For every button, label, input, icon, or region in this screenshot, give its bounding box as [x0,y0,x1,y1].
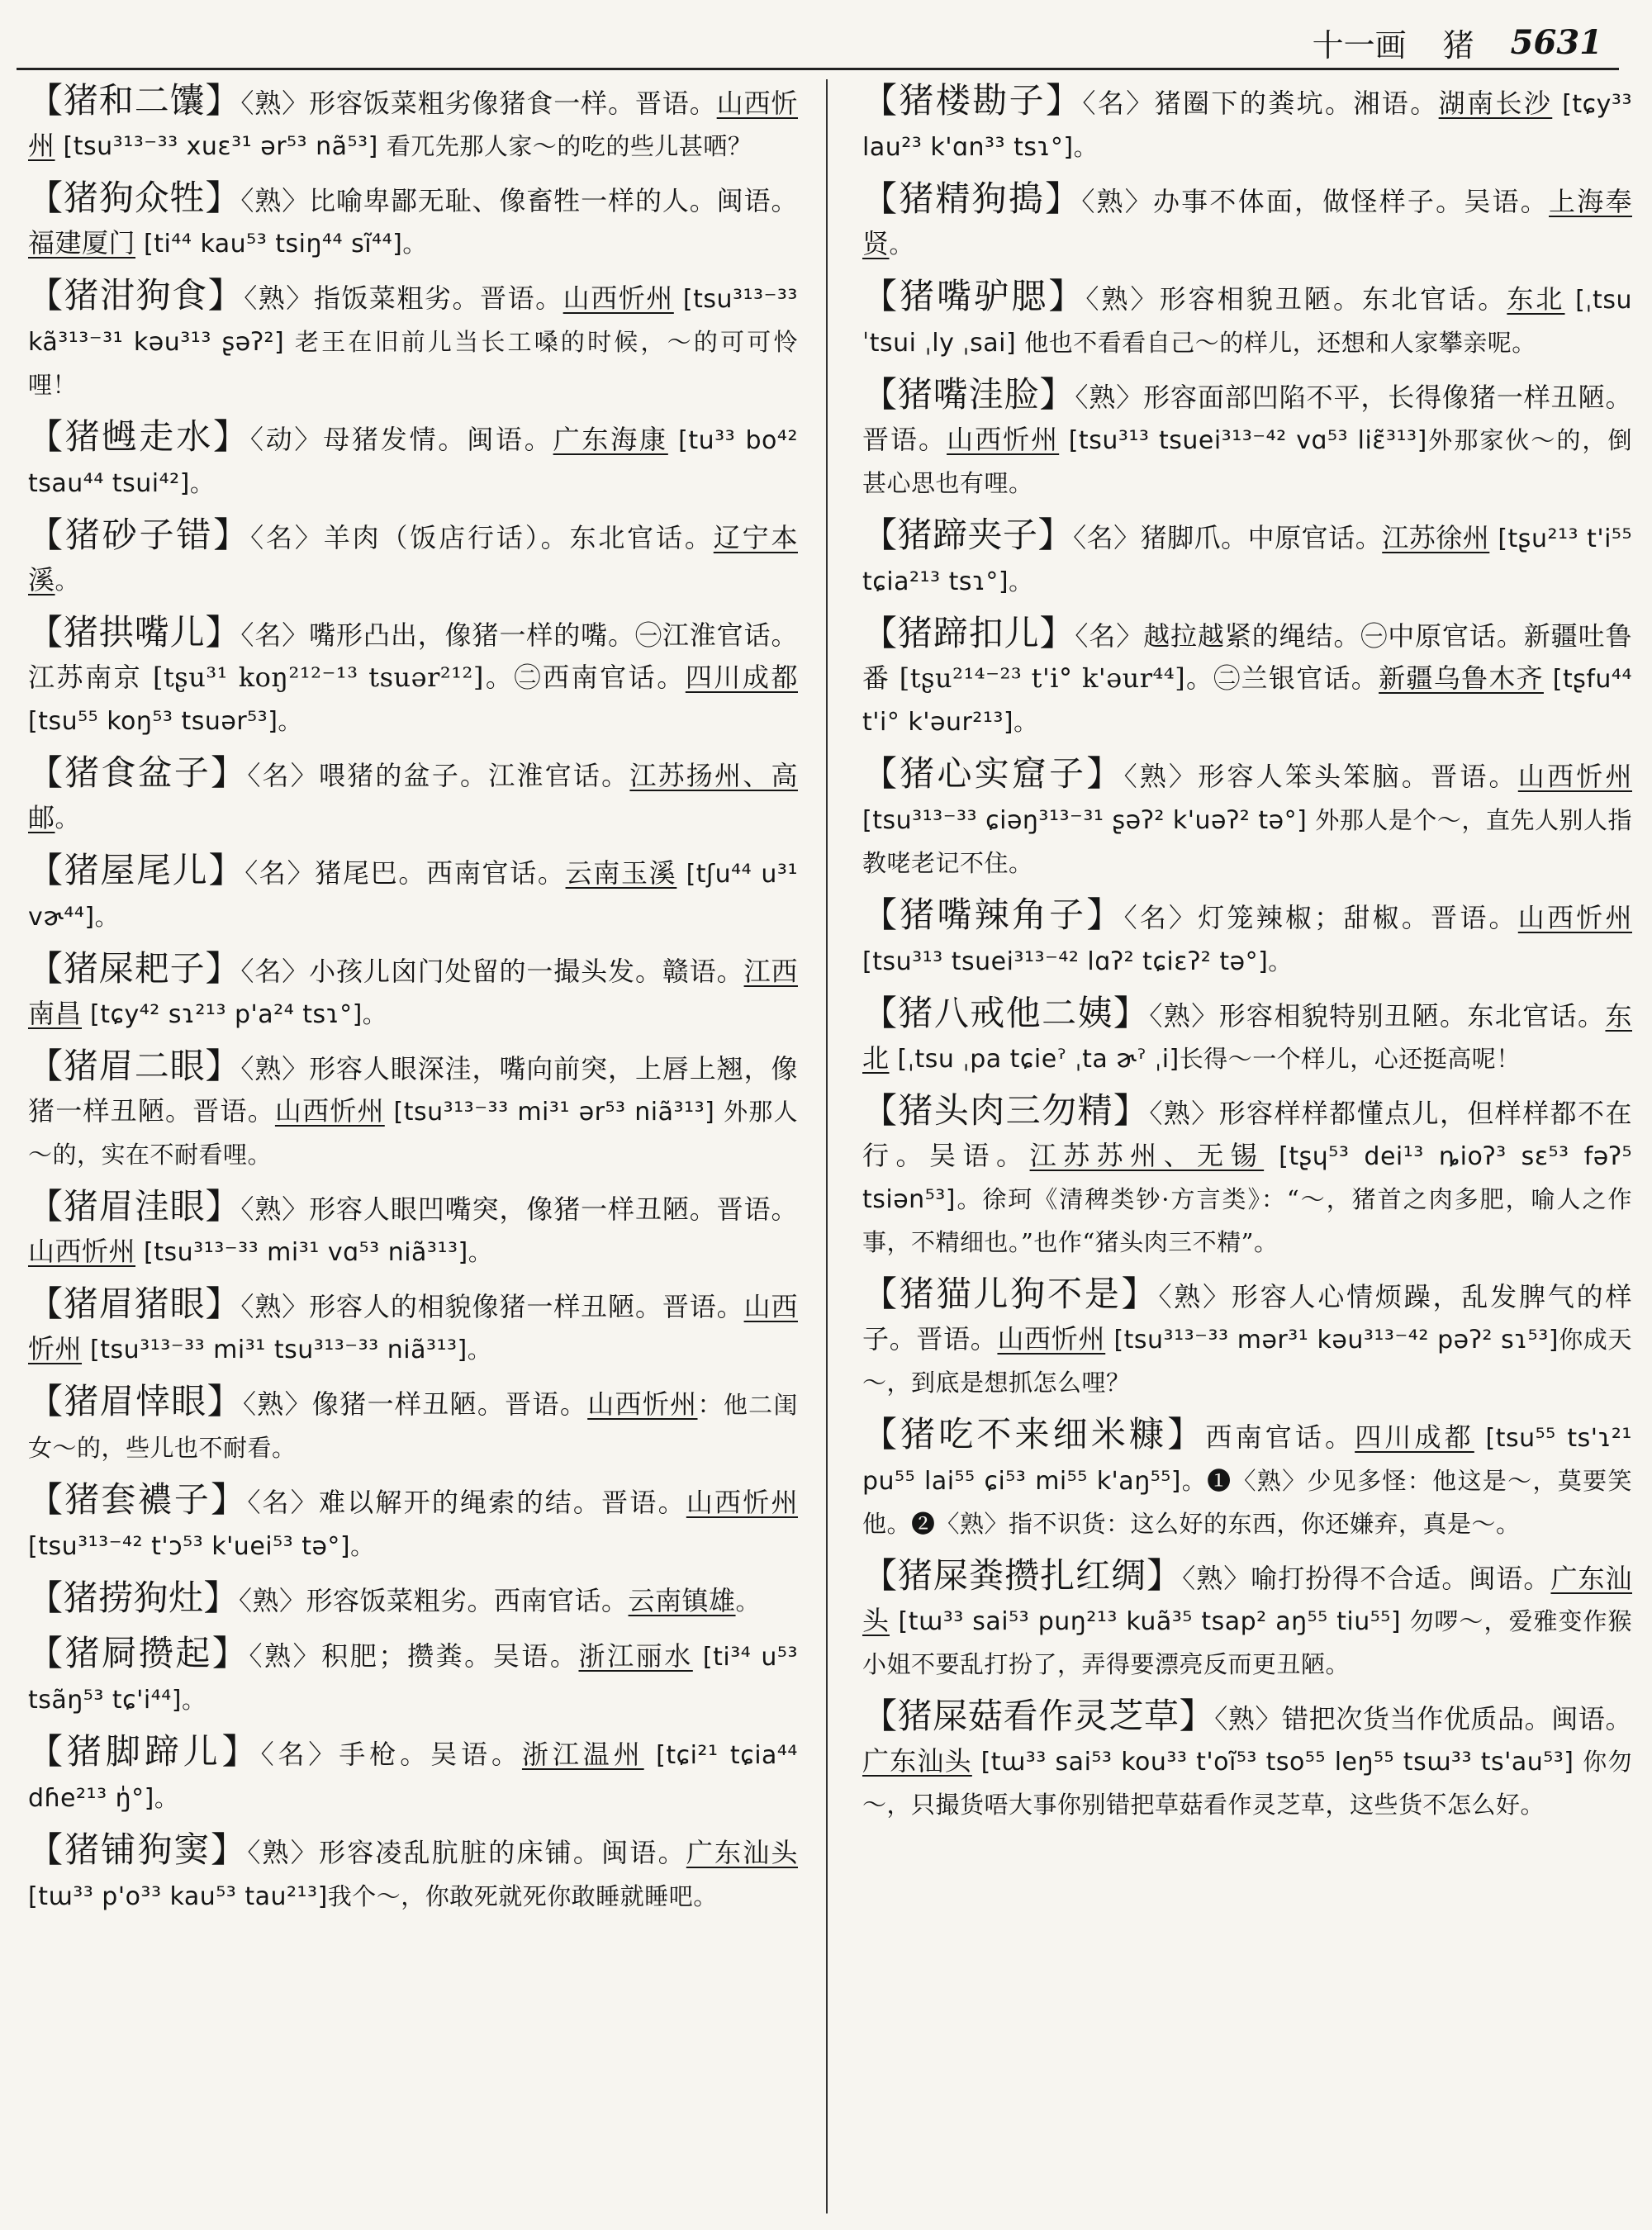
pronunciation: [tʂfu⁴⁴ t'i° k'əur²¹³] [862,665,1632,737]
pronunciation: [tʂɥ⁵³ dei¹³ ȵioʔ³ sɛ⁵³ fəʔ⁵ tsiən⁵³] [862,1142,1632,1214]
pronunciation: [tsu³¹³⁻³³ mər³¹ kəu³¹³⁻⁴² pəʔ² sɿ⁵³] [1105,1326,1559,1355]
definition: 〈熟〉像猪一样丑陋。晋语。 [242,1388,588,1420]
definition: 〈名〉灯笼辣椒；甜椒。晋语。 [1123,902,1518,933]
entry [28,1478,798,1568]
example: 。 [278,707,302,735]
example: 。 [889,230,914,259]
location: 江苏徐州 [1382,522,1490,553]
pronunciation: [tu³³ bo⁴² tsau⁴⁴ tsui⁴²] [28,426,798,498]
pronunciation: [tsu³¹³⁻³³ mi³¹ vɑ⁵³ niã³¹³] [135,1238,468,1267]
location: 山西忻州 [1517,902,1632,933]
definition: 西南官话。 [1205,1421,1355,1453]
definition: 〈名〉猪尾巴。西南官话。 [244,857,566,889]
location: 广东汕头 [686,1837,798,1868]
entry [28,752,798,840]
entry [28,79,798,168]
headword: 【猪精狗搗】 [862,178,1082,219]
headword: 【猪屎菇看作灵芝草】 [862,1696,1215,1736]
location: 四川成都 [1355,1421,1474,1453]
pronunciation: [tɯ³³ sai⁵³ kou³³ t'oĩ⁵³ tso⁵⁵ leŋ⁵⁵ tsɯ³³ ts'au⁵³] [971,1748,1583,1777]
definition: 〈熟〉形容饭菜粗劣像猪食一样。晋语。 [240,88,717,119]
headword: 【猪屋尾儿】 [28,850,245,890]
definition: 〈熟〉喻打扮得不合适。闽语。 [1182,1563,1551,1594]
location: 四川成都 [685,662,798,693]
example: 他也不看看自己～的样儿，还想和人家攀亲呢。 [1024,329,1536,357]
headword: 【猪屎粪攒扎红绸】 [862,1555,1183,1596]
entry [862,79,1632,168]
page-number: 5631 [1510,22,1602,62]
example: 长得～一个样儿，心还挺高呢！ [1179,1045,1521,1073]
location: 浙江丽水 [578,1640,693,1672]
left-column [28,79,798,2218]
example: 。 [350,1532,375,1560]
definition: 〈熟〉形容人眼凹嘴突，像猪一样丑陋。晋语。 [240,1193,798,1225]
example: 。 [402,230,427,258]
example: 。 [94,903,120,931]
pronunciation: [ti⁴⁴ kau⁵³ tsiŋ⁴⁴ sĩ⁴⁴] [135,230,403,259]
pronunciation: [tsu³¹³⁻³³ xuɛ³¹ ər⁵³ nã⁵³] [55,132,387,161]
right-column [862,79,1632,2218]
page-header [33,18,1602,66]
entry [862,894,1632,983]
pronunciation: [tɯ³³ sai⁵³ puŋ²¹³ kuã³⁵ tsap² aŋ⁵⁵ tiu⁵⁵] [890,1607,1410,1636]
example: 他二闺女～的，些儿也不耐看。 [28,1391,798,1462]
location: 山西忻州 [563,282,674,314]
headword: 【猪砂子错】 [28,515,251,555]
example: 。 [1268,947,1293,975]
location: 辽宁本溪 [28,522,798,595]
location: 山西忻州 [947,424,1060,455]
entry [28,1283,798,1371]
pronunciation: [ˌtsu ˈtsui ˌly ˌsai] [862,286,1632,358]
definition: 〈动〉母猪发情。闽语。 [249,424,553,455]
headword: 【猪屙攒起】 [28,1633,249,1673]
definition: 〈熟〉形容样样都懂点儿，但样样都不在行。吴语。 [862,1098,1632,1171]
entry [862,373,1632,505]
headword: 【猪嘴驴腮】 [862,276,1086,316]
example: 。 [181,1686,206,1714]
entry [28,1632,798,1721]
example: 。❶〈熟〉少见多怪：他这是～，莫要笑他。❷〈熟〉指不识货：这么好的东西，你还嫌弃，真是～。 [862,1467,1632,1538]
definition: 〈熟〉错把次货当作优质品。闽语。 [1214,1703,1632,1734]
definition: 〈名〉小孩儿囟门处留的一撮头发。赣语。 [240,956,744,987]
location: 山西忻州 [28,1236,136,1267]
definition: 〈熟〉形容人的相貌像猪一样丑陋。晋语。 [240,1291,744,1322]
headword: 【猪头肉三勿精】 [862,1090,1150,1131]
headword: 【猪乸走水】 [28,416,250,457]
section-char: 猪 [1442,26,1474,64]
headword: 【猪猫儿狗不是】 [862,1274,1159,1314]
pronunciation: [tɕi²¹ tɕia⁴⁴ dɦe²¹³ ŋ̍°] [28,1741,798,1813]
location: 浙江温州 [521,1739,644,1770]
location: 福建厦门 [28,227,136,259]
entry [28,849,798,938]
entry [862,612,1632,743]
location: 广东海康 [553,424,668,455]
headword: 【猪套襛子】 [28,1479,248,1520]
entry [28,1730,798,1820]
headword: 【猪八戒他二姨】 [862,993,1150,1033]
location: 广东汕头 [862,1563,1632,1636]
definition: 〈熟〉形容相貌特别丑陋。东北官话。 [1149,1000,1606,1032]
example: 外那人～的，实在不耐看哩。 [28,1098,798,1169]
definition: 〈熟〉形容相貌丑陋。东北官话。 [1085,283,1507,315]
entry [28,1577,798,1623]
location: 山西忻州 [28,1291,798,1364]
example: 。 [362,1000,387,1028]
example: 。 [1014,708,1038,736]
location: 东北 [862,1000,1632,1074]
pronunciation: [tsu³¹³⁻³³ ɕiəŋ³¹³⁻³¹ ʂəʔ² k'uəʔ² tə°] [862,806,1316,835]
entry [862,514,1632,603]
location: 东北 [1507,283,1565,315]
example: 。 [1073,133,1099,161]
definition: 〈名〉喂猪的盆子。江淮官话。 [247,760,630,791]
entry [28,1185,798,1274]
entry [28,947,798,1036]
definition: 〈熟〉形容人心情烦躁，乱发脾气的样子。晋语。 [862,1281,1632,1355]
headword: 【猪眉悻眼】 [28,1381,243,1421]
headword: 【猪吃不来细米糠】 [862,1414,1206,1454]
example: 。 [55,804,80,833]
example: 老王在旧前儿当长工嗓的时候，～的可可怜哩！ [28,328,798,399]
column-divider [826,79,828,2213]
headword: 【猪脚蹄儿】 [28,1731,261,1772]
example: 外那家伙～的，倒甚心思也有哩。 [862,426,1632,497]
pronunciation: [tsu³¹³⁻³³ kã³¹³⁻³¹ kəu³¹³ ʂəʔ²] [28,285,798,357]
headword: 【猪蹄扣儿】 [862,613,1075,653]
entry [28,274,798,406]
example: 外那人是个～，直先人别人指教咾老记不住。 [862,806,1632,877]
pronunciation: [ˌtsu ˌpa tɕieˀ ˌta ɚˀ ˌi] [889,1045,1180,1074]
section-label: 十一画 [1312,26,1407,64]
entry [28,177,798,265]
pronunciation: [tɯ³³ p'o³³ kau⁵³ tau²¹³] [28,1882,328,1911]
pronunciation: [tsu³¹³ tsuei³¹³⁻⁴² vɑ⁵³ liɛ̃³¹³] [1059,426,1427,455]
headword: 【猪嘴洼脸】 [862,374,1075,415]
headword: 【猪狗众牲】 [28,178,241,218]
example: 。徐珂《清稗类钞·方言类》：“～，猪首之肉多肥，喻人之作事，不精细也。”也作“猪头肉三不精”。 [862,1185,1632,1256]
headword: 【猪铺狗窦】 [28,1829,248,1870]
definition: 〈熟〉形容面部凹陷不平，长得像猪一样丑陋。晋语。 [862,382,1632,455]
example: 我个～，你敢死就死你敢睡就睡吧。 [327,1882,718,1910]
pronunciation: [tsu³¹³⁻³³ mi³¹ tsu³¹³⁻³³ niã³¹³] [82,1336,468,1364]
entry [28,1045,798,1176]
definition: 〈名〉猪圈下的粪坑。湘语。 [1082,88,1439,119]
entry [28,514,798,602]
headword: 【猪眉猪眼】 [28,1283,241,1324]
location: 江苏扬州、高邮 [28,760,798,833]
location: 云南玉溪 [565,857,677,889]
headword: 【猪眉洼眼】 [28,1186,241,1226]
headword: 【猪屎耙子】 [28,948,241,989]
definition: 〈熟〉办事不体面，做怪样子。吴语。 [1081,186,1550,217]
headword: 【猪和二馕】 [28,80,241,121]
example: 。 [55,567,80,595]
definition: 〈名〉嘴形凸出，像猪一样的嘴。㊀江淮官话。江苏南京 [tʂu³¹ koŋ²¹²⁻¹³ tsuər²¹²]。㊁西南官话。 [28,619,798,693]
definition: 〈熟〉形容饭菜粗劣。西南官话。 [239,1585,629,1616]
pronunciation: [tsu³¹³ tsuei³¹³⁻⁴² lɑʔ² tɕiɛʔ² tə°] [862,947,1269,976]
pronunciation: [tʃu⁴⁴ u³¹ vɚ⁴⁴] [28,860,798,932]
entry [862,752,1632,885]
headword: 【猪心实窟子】 [862,753,1124,794]
headword: 【猪嘴辣角子】 [862,894,1124,935]
definition: 〈名〉羊肉（饭店行话）。东北官话。 [250,522,714,553]
location: 江西南昌 [28,956,798,1029]
example: 。 [468,1238,493,1266]
pronunciation: [tʂu²¹³ t'i⁵⁵ tɕia²¹³ tsɿ°] [862,524,1632,596]
pronunciation: [tsu³¹³⁻³³ mi³¹ ər⁵³ niã³¹³] [384,1098,724,1127]
pronunciation: [ti³⁴ u⁵³ tsãŋ⁵³ tɕ'i⁴⁴] [28,1643,798,1715]
location: 山西忻州 [274,1095,385,1127]
pronunciation: ： [697,1391,724,1420]
pronunciation: [tɕy⁴² sɿ²¹³ p'a²⁴ tsɿ°] [82,1000,363,1029]
location: 云南镇雄 [628,1585,736,1616]
header-rule [17,68,1619,70]
headword: 【猪楼勘子】 [862,80,1083,121]
entry [862,1273,1632,1404]
example: 。 [467,1336,492,1364]
definition: 〈熟〉指饭菜粗劣。晋语。 [244,282,563,314]
definition: 〈名〉猪脚爪。中原官话。 [1073,522,1383,553]
entry [862,1413,1632,1545]
location: 山西忻州 [686,1487,798,1518]
example: 。 [1009,567,1033,595]
example: 看兀先那人家～的吃的些儿甚哂？ [386,132,752,160]
entry [862,1554,1632,1686]
example: 。 [154,1784,179,1812]
location: 上海奉贤 [862,186,1632,259]
pronunciation: [tɕy³³ lau²³ k'ɑn³³ tsɿ°] [862,90,1632,162]
entry [862,1695,1632,1826]
entry [28,415,798,505]
location: 山西忻州 [587,1388,698,1420]
example: 。 [189,469,215,497]
entry [862,1089,1632,1264]
definition: 〈熟〉比喻卑鄙无耻、像畜牲一样的人。闽语。 [240,185,798,216]
headword: 【猪捞狗灶】 [28,1578,240,1618]
example: 你成天～，到底是想抓怎么哩？ [862,1326,1632,1397]
example: 。 [735,1587,761,1616]
definition: 〈名〉难以解开的绳索的结。晋语。 [247,1487,686,1518]
entry [862,992,1632,1080]
location: 山西忻州 [28,88,798,161]
headword: 【猪食盆子】 [28,752,248,793]
location: 山西忻州 [997,1323,1106,1355]
headword: 【猪蹄夹子】 [862,515,1074,555]
pronunciation: [tsu⁵⁵ ts'ɿ²¹ pu⁵⁵ lai⁵⁵ ɕi⁵³ mi⁵⁵ k'aŋ⁵⁵] [862,1424,1632,1496]
entry [862,178,1632,266]
location: 新疆乌鲁木齐 [1379,662,1544,694]
location: 广东汕头 [862,1745,972,1777]
location: 湖南长沙 [1438,88,1553,119]
pronunciation: [tsu⁵⁵ koŋ⁵³ tsuər⁵³] [28,707,278,736]
entry [28,611,798,743]
headword: 【猪眉二眼】 [28,1046,241,1086]
location: 山西忻州 [1517,761,1632,792]
entry [862,275,1632,364]
headword: 【猪拱嘴儿】 [28,612,241,652]
definition: 〈名〉越拉越紧的绳结。㊀中原官话。新疆吐鲁番 [tʂu²¹⁴⁻²³ t'i° k'əur⁴⁴]。㊁兰银官话。 [862,620,1632,694]
example: 你勿～，只撮货唔大事你别错把草菇看作灵芝草，这些货不怎么好。 [862,1748,1632,1819]
definition: 〈熟〉积肥；攒粪。吴语。 [249,1640,579,1672]
definition: 〈熟〉形容凌乱肮脏的床铺。闽语。 [247,1837,686,1868]
entry [28,1829,798,1918]
definition: 〈名〉手枪。吴语。 [260,1739,522,1770]
example: 勿啰～，爱雅变作猴小姐不要乱打扮了，弄得要漂亮反而更丑陋。 [862,1607,1632,1678]
headword: 【猪泔狗食】 [28,275,244,316]
definition: 〈熟〉形容人眼深洼，嘴向前突，上唇上翘，像猪一样丑陋。晋语。 [28,1053,798,1127]
pronunciation: [tsu³¹³⁻⁴² t'ɔ⁵³ k'uei⁵³ tə°] [28,1532,351,1561]
entry [28,1380,798,1469]
definition: 〈熟〉形容人笨头笨脑。晋语。 [1123,761,1518,792]
location: 江苏苏州、无锡 [1029,1140,1265,1171]
